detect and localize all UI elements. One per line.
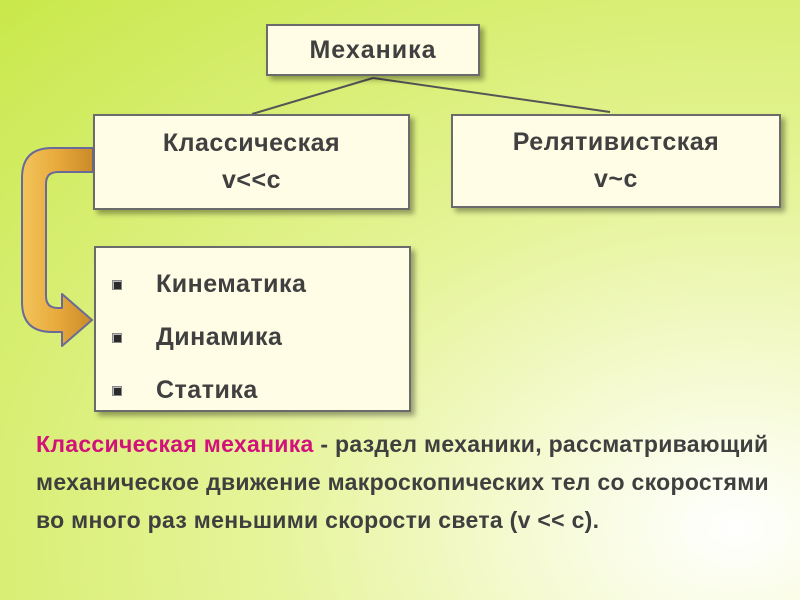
classical-title: Классическая xyxy=(162,129,341,157)
sections-list-box xyxy=(94,246,411,412)
bullet-icon xyxy=(112,333,122,343)
definition-term: Классическая механика xyxy=(36,431,314,457)
list-item-label: Статика xyxy=(156,376,258,404)
classical-condition: v<<c xyxy=(221,166,281,194)
bullet-icon xyxy=(112,386,122,396)
mechanics-root-box xyxy=(266,24,480,76)
mechanics-root-label: Механика xyxy=(309,35,437,64)
relativistic-condition: v~c xyxy=(594,165,638,193)
list-item-kinematics xyxy=(96,258,409,311)
list-item-dynamics xyxy=(96,311,409,364)
relativistic-title: Релятивистская xyxy=(512,128,720,156)
classical-mechanics-box xyxy=(93,114,410,210)
definition-paragraph xyxy=(36,425,776,539)
connector-line-right xyxy=(373,78,610,112)
connector-line-left xyxy=(252,78,373,114)
list-item-statics xyxy=(96,364,409,417)
relativistic-mechanics-box xyxy=(451,114,781,208)
bullet-icon xyxy=(112,280,122,290)
definition-text: - раздел механики, рассматривающий механическое движение макроскопических тел со скоростями во много раз меньшими скорости света (v << c). xyxy=(36,431,769,533)
list-item-label: Динамика xyxy=(156,323,283,351)
list-item-label: Кинематика xyxy=(156,270,307,298)
curved-arrow xyxy=(22,148,93,346)
